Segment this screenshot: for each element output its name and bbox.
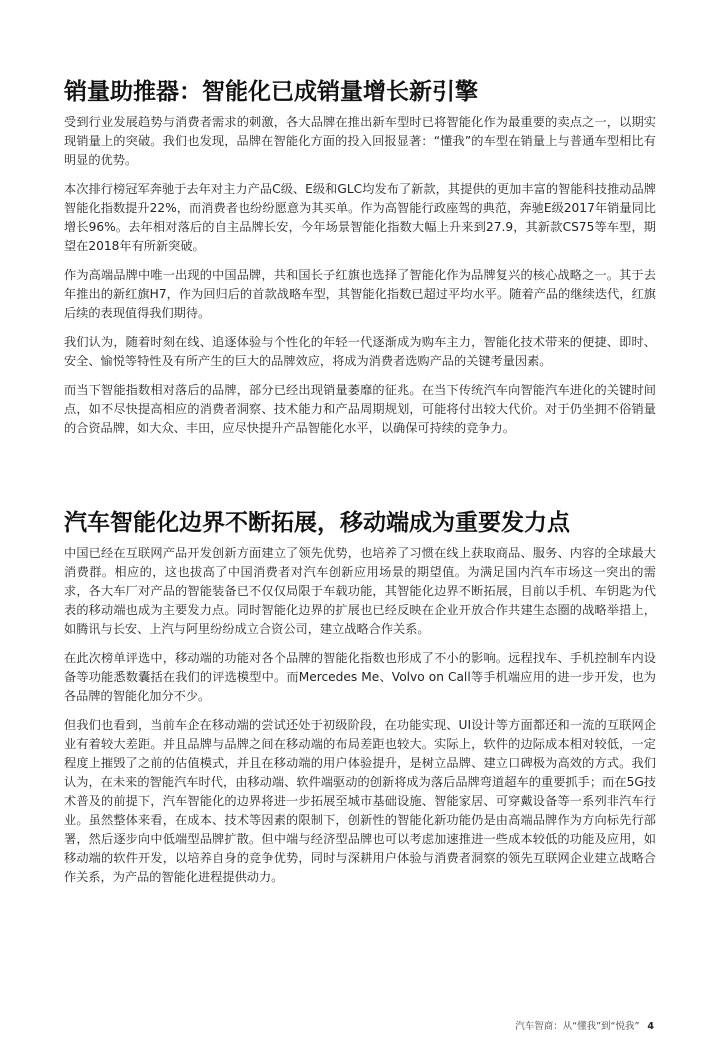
paragraph: 在此次榜单评选中，移动端的功能对各个品牌的智能化指数也形成了不小的影响。远程找车、手机控制车内设备等功能悉数囊括在我们的评选模型中。而Mercedes Me、Volvo on Call等手机端应用的进一步开发，也为各品牌的智能化加分不少。	[64, 651, 656, 703]
paragraph: 受到行业发展趋势与消费者需求的刺激，各大品牌在推出新车型时已将智能化作为最重要的卖点之一，以期实现销量上的突破。我们也发现，品牌在智能化方面的投入回报显著：“懂我”的车型在销量上与普通车型相比有明显的优势。	[64, 115, 656, 167]
section-sales-driver	[64, 77, 656, 438]
section-heading: 销量助推器：智能化已成销量增长新引擎	[64, 79, 478, 105]
paragraph: 中国已经在互联网产品开发创新方面建立了领先优势，也培养了习惯在线上获取商品、服务、内容的全球最大消费群。相应的，这也拔高了中国消费者对汽车创新应用场景的期望值。为满足国内汽车市场这一突出的需求，各大车厂对产品的智能装备已不仅仅局限于车载功能，其智能化边界不断拓展，目前以手机、车钥匙为代表的移动端也成为主要发力点。同时智能化边界的扩展也已经反映在企业开放合作共建生态圈的战略举措上，如腾讯与长安、上汽与阿里纷纷成立合资公司，建立战略合作关系。	[64, 546, 656, 636]
page-number: 4	[647, 1021, 654, 1032]
section-heading: 汽车智能化边界不断拓展，移动端成为重要发力点	[64, 510, 570, 536]
footer-title: 汽车智商：从“懂我”到“悦我”	[515, 1021, 640, 1032]
paragraph: 作为高端品牌中唯一出现的中国品牌，共和国长子红旗也选择了智能化作为品牌复兴的核心战略之一。其于去年推出的新红旗H7，作为回归后的首款战略车型，其智能化指数已超过平均水平。随着产品的继续迭代，红旗后续的表现值得我们期待。	[64, 268, 656, 320]
paragraph: 我们认为，随着时刻在线、追逐体验与个性化的年轻一代逐渐成为购车主力，智能化技术带来的便捷、即时、安全、愉悦等特性及有所产生的巨大的品牌效应，将成为消费者选购产品的关键考量因素。	[64, 335, 656, 368]
section-mobile-boundary	[64, 508, 656, 887]
paragraph: 但我们也看到，当前车企在移动端的尝试还处于初级阶段，在功能实现、UI设计等方面都还和一流的互联网企业有着较大差距。并且品牌与品牌之间在移动端的布局差距也较大。实际上，软件的边际成本相对较低，一定程度上摧毁了之前的估值模式，并且在移动端的用户体验提升，是树立品牌、建立口碑极为高效的方式。我们认为，在未来的智能汽车时代，由移动端、软件端驱动的创新将成为落后品牌弯道超车的重要抓手；而在5G技术普及的前提下，汽车智能化的边界将进一步拓展至城市基础设施、智能家居、可穿戴设备等一系列非汽车行业。虽然整体来看，在成本、技术等因素的限制下，创新性的智能化新功能仍是由高端品牌作为方向标先行部署，然后逐步向中低端型品牌扩散。但中端与经济型品牌也可以考虑加速推进一些成本较低的功能及应用，如移动端的软件开发，以培养自身的竞争优势，同时与深耕用户体验与消费者洞察的领先互联网企业建立战略合作关系，为产品的智能化进程提供动力。	[64, 718, 656, 884]
paragraph: 本次排行榜冠军奔驰于去年对主力产品C级、E级和GLC均发布了新款，其提供的更加丰富的智能科技推动品牌智能化指数提升22%，而消费者也纷纷愿意为其买单。作为高智能行政座驾的典范，奔驰E级2017年销量同比增长96%。去年相对落后的自主品牌长安，今年场景智能化指数大幅上升来到27.9，其新款CS75等车型，期望在2018年有所新突破。	[64, 182, 656, 253]
page-footer	[515, 1018, 654, 1032]
paragraph: 而当下智能指数相对落后的品牌，部分已经出现销量萎靡的征兆。在当下传统汽车向智能汽车进化的关键时间点，如不尽快提高相应的消费者洞察、技术能力和产品周期规划，可能将付出较大代价。对于仍坐拥不俗销量的合资品牌，如大众、丰田，应尽快提升产品智能化水平，以确保可持续的竞争力。	[64, 383, 656, 435]
